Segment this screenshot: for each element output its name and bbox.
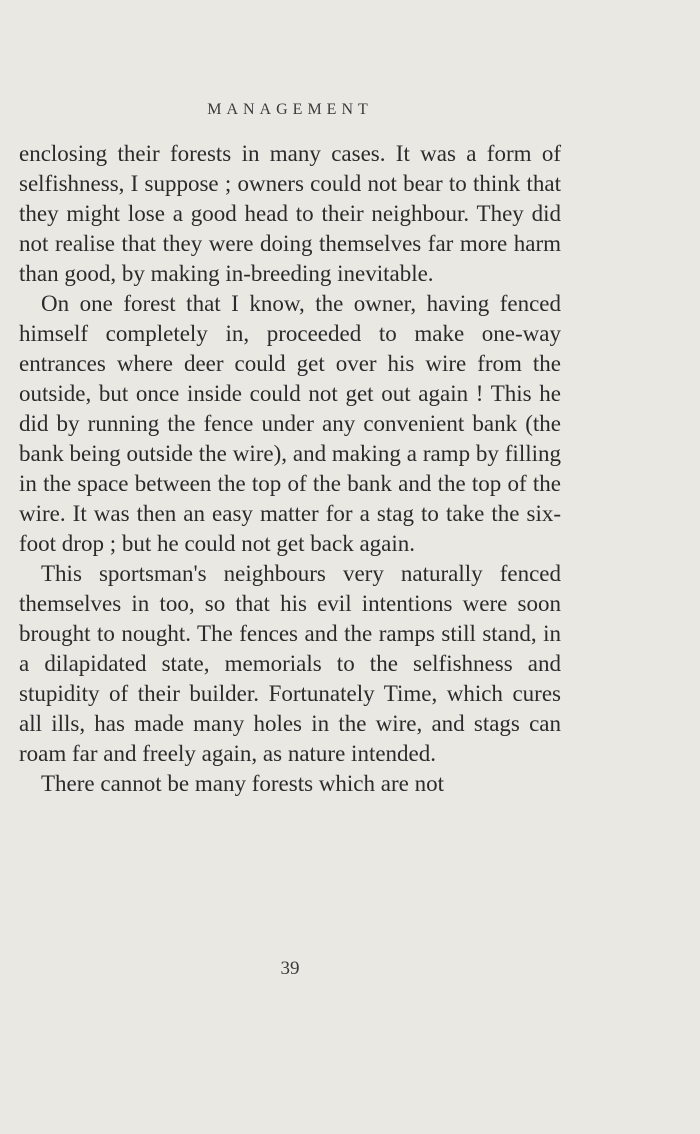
body-text [19, 139, 561, 799]
paragraph-continued: enclosing their forests in many cases. It was a form of selfishness, I suppose ; owners could not bear to think that they might lose a good head to their neighbour. They did not realise that they were doing themselves far more harm than good, by making in-breeding inevitable. [19, 141, 561, 286]
paragraph: This sportsman's neighbours very naturally fenced themselves in too, so that his evil intentions were soon brought to nought. The fences and the ramps still stand, in a dilapidated state, memorials to the selfishness and stupidity of their builder. Fortunately Time, which cures all ills, has made many holes in the wire, and stags can roam far and freely again, as nature intended. [19, 561, 561, 766]
paragraph: On one forest that I know, the owner, having fenced himself completely in, proceeded to make one-way entrances where deer could get over his wire from the outside, but once inside could not get out again ! This he did by running the fence under any convenient bank (the bank being outside the wire), and making a ramp by filling in the space between the top of the bank and the top of the wire. It was then an easy matter for a stag to take the six-foot drop ; but he could not get back again. [19, 291, 561, 556]
paragraph: There cannot be many forests which are not [41, 771, 444, 796]
page-number: 39 [280, 958, 300, 979]
running-head: MANAGEMENT [207, 101, 373, 118]
